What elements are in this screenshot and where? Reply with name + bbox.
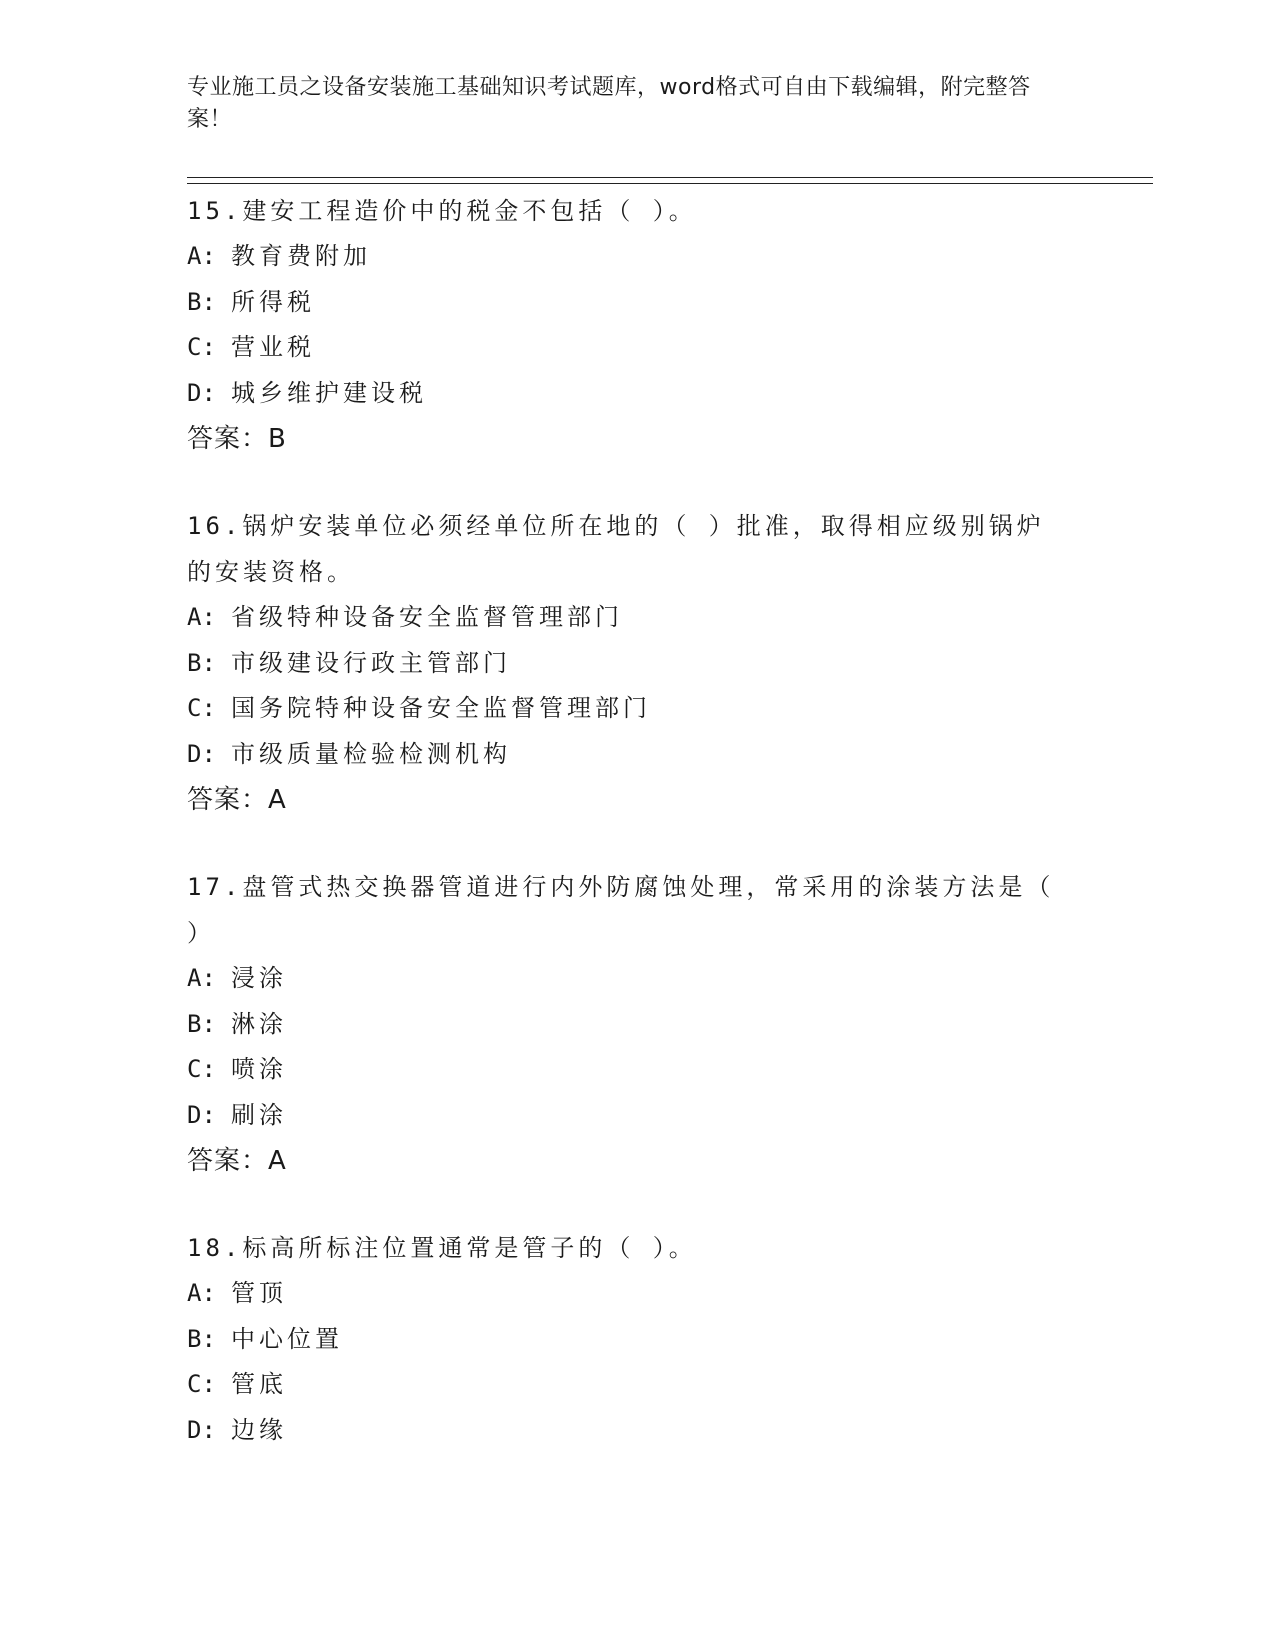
option-text: 边缘 [231,1415,287,1444]
question-stem: 16.锅炉安装单位必须经单位所在地的（ ）批准，取得相应级别锅炉的安装资格。 [187,512,1045,586]
option-text: 市级建设行政主管部门 [231,648,511,677]
option-key: C: [187,1370,216,1398]
option-key: D: [187,739,216,768]
option-text: 刷涂 [231,1100,287,1129]
option-key: D: [187,378,216,407]
question-stem: 15.建安工程造价中的税金不包括（ ）。 [187,197,697,225]
option-text: 市级质量检验检测机构 [231,739,511,768]
option-b [187,1317,1067,1363]
question-17 [187,864,1067,1184]
option-text: 教育费附加 [231,242,371,270]
option-key: A: [187,242,216,270]
option-key: D: [187,1415,216,1444]
option-a [187,234,1067,280]
option-key: A: [187,1279,216,1307]
answer-line: 答案：B [187,424,287,454]
question-18 [187,1225,1067,1453]
option-c [187,686,1067,732]
option-c [187,325,1067,371]
option-key: B: [187,1009,216,1038]
option-text: 淋涂 [231,1009,287,1038]
option-text: 管底 [231,1370,287,1398]
header-divider-top [187,177,1153,178]
option-b [187,280,1067,326]
option-text: 浸涂 [231,964,287,992]
option-key: B: [187,287,216,316]
option-d [187,1093,1067,1139]
question-16 [187,503,1067,823]
option-key: D: [187,1100,216,1129]
option-key: A: [187,603,216,631]
option-d [187,371,1067,417]
option-b [187,1002,1067,1048]
option-text: 喷涂 [231,1055,287,1083]
question-list [187,188,1067,1494]
option-key: B: [187,648,216,677]
option-c [187,1047,1067,1093]
question-15 [187,188,1067,462]
option-key: C: [187,333,216,361]
option-a [187,595,1067,641]
option-text: 营业税 [231,333,315,361]
option-text: 国务院特种设备安全监督管理部门 [231,694,651,722]
option-key: C: [187,694,216,722]
header-divider-bottom [187,183,1153,184]
option-key: C: [187,1055,216,1083]
option-text: 所得税 [231,287,315,316]
document-header: 专业施工员之设备安装施工基础知识考试题库，word格式可自由下载编辑，附完整答案！ [187,75,1031,132]
option-a [187,1271,1067,1317]
option-text: 管顶 [231,1279,287,1307]
option-b [187,641,1067,687]
option-c [187,1362,1067,1408]
option-text: 中心位置 [231,1324,343,1353]
question-stem: 18.标高所标注位置通常是管子的（ ）。 [187,1234,697,1262]
option-key: A: [187,964,216,992]
option-a [187,956,1067,1002]
option-key: B: [187,1324,216,1353]
option-text: 城乡维护建设税 [231,378,427,407]
option-text: 省级特种设备安全监督管理部门 [231,603,623,631]
option-d [187,732,1067,778]
answer-line: 答案：A [187,785,287,815]
question-stem: 17.盘管式热交换器管道进行内外防腐蚀处理，常采用的涂装方法是（ ） [187,873,1055,947]
answer-line: 答案：A [187,1146,287,1176]
option-d [187,1408,1067,1454]
